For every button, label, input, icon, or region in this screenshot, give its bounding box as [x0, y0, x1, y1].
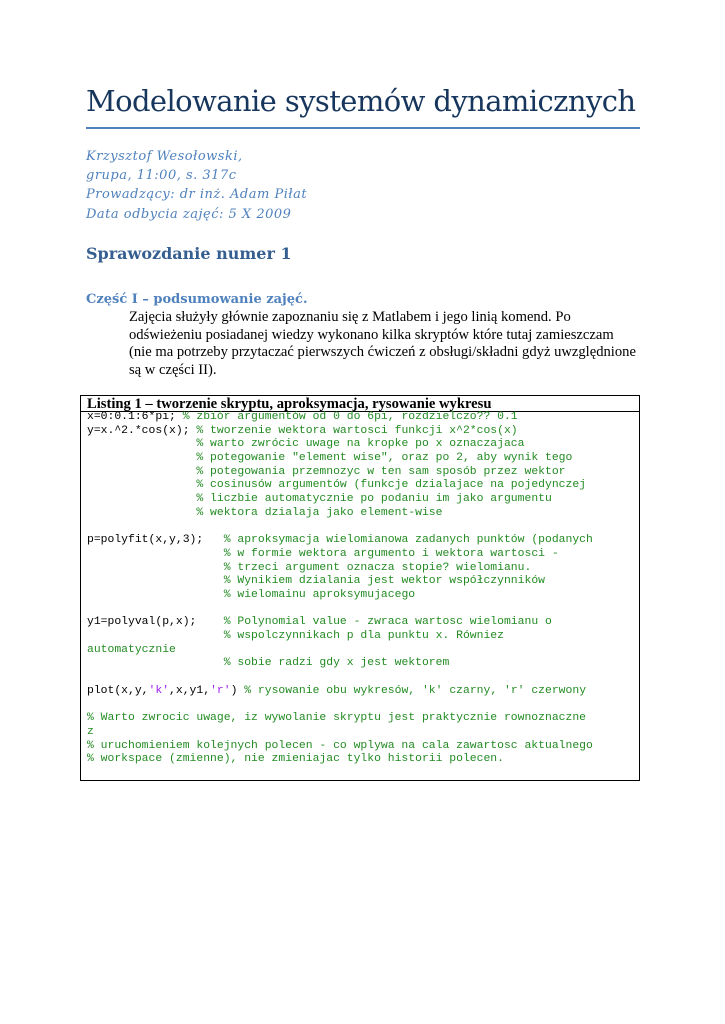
code-line	[87, 493, 639, 507]
code-line	[87, 575, 639, 589]
code-text	[87, 548, 224, 560]
code-line	[87, 630, 639, 644]
author-name: Krzysztof Wesołowski,	[86, 149, 243, 164]
listing-caption: Listing 1 – tworzenie skryptu, aproksymacja, rysowanie wykresu	[87, 396, 492, 412]
code-comment: % wielomainu aproksymujacego	[223, 588, 416, 601]
paragraph-line: odświeżeniu posiadanej wiedzy wykonano kilka skryptów które tutaj zamieszczam	[129, 326, 614, 343]
code-comment: automatycznie	[87, 643, 176, 656]
code-line	[87, 411, 639, 425]
code-comment: % rysowanie obu wykresów, 'k' czarny, 'r' czerwony	[244, 684, 587, 697]
code-line	[87, 562, 639, 576]
code-comment: % liczbie automatycznie po podaniu im jako argumentu	[196, 493, 552, 506]
code-comment: % wspolczynnikach p dla punktu x. Równiez	[223, 630, 504, 642]
code-line	[87, 534, 639, 548]
code-line	[87, 452, 639, 466]
code-string: 'r'	[210, 684, 231, 697]
code-line	[87, 712, 639, 726]
code-comment: % aproksymacja wielomianowa zadanych punktów (podanych	[223, 534, 593, 547]
paragraph-line: Zajęcia służyły głównie zapoznaniu się z Matlabem i jego linią komend. Po	[129, 309, 571, 325]
code-comment: % tworzenie wektora wartosci funkcji x^2*cos(x)	[196, 424, 518, 437]
code-comment: % cosinusów argumentów (funkcje dzialajace na pojedynczej	[196, 479, 586, 492]
group-info: grupa, 11:00, s. 317c	[86, 168, 237, 184]
code-line	[87, 507, 639, 521]
code-string: 'k'	[148, 684, 170, 697]
paragraph-line: (nie ma potrzeby przytaczać pierwszych ćwiczeń z obsługi/składni gdyż uwzględnione	[129, 344, 636, 361]
code-comment: % potegowanie "element wise", oraz po 2, aby wynik tego	[196, 452, 573, 465]
code-listing	[80, 395, 640, 781]
code-comment: % warto zwrócic uwage na kropke po x oznaczajaca	[196, 438, 525, 451]
code-text: plot(x,y,	[87, 684, 149, 697]
code-comment: % trzeci argument oznacza stopie? wielomianu.	[223, 561, 532, 574]
code-line	[87, 657, 639, 671]
paragraph-line: są w części II).	[129, 361, 217, 378]
code-line	[87, 589, 639, 603]
code-line	[87, 685, 639, 699]
document-title: Modelowanie systemów dynamicznych	[86, 84, 636, 118]
code-comment: % zbiór argumentów od 0 do 6pi, rozdzielczo?? 0.1	[182, 411, 518, 423]
class-date: Data odbycia zajęć: 5 X 2009	[86, 206, 292, 222]
code-comment: % Warto zwrocic uwage, iz wywolanie skryptu jest praktycznie rownoznaczne	[87, 712, 586, 725]
code-comment: % potegowania przemnozyc w ten sam sposób przez wektor	[196, 465, 566, 478]
code-line	[87, 644, 639, 658]
title-underline	[86, 127, 640, 129]
code-comment: % sobie radzi gdy x jest wektorem	[223, 657, 450, 670]
code-text	[87, 575, 224, 587]
code-comment: % wektora dzialaja jako element-wise	[196, 506, 443, 519]
code-text	[87, 438, 196, 450]
code-comment: % w formie wektora argumento i wektora wartosci -	[223, 547, 559, 560]
code-line	[87, 616, 639, 630]
code-line	[87, 603, 639, 617]
code-text	[87, 657, 224, 669]
code-text	[87, 630, 224, 642]
code-comment: % Wynikiem dzialania jest wektor współczynników	[223, 575, 545, 588]
code-text	[87, 562, 224, 574]
code-text	[87, 589, 224, 601]
code-comment: z	[87, 725, 94, 738]
code-text	[87, 493, 196, 505]
code-text: )	[230, 684, 245, 697]
code-text	[87, 452, 196, 464]
code-line	[87, 425, 639, 439]
section-heading: Część I – podsumowanie zajęć.	[86, 292, 308, 307]
code-line	[87, 548, 639, 562]
code-comment: % uruchomieniem kolejnych polecen - co wplywa na cala zawartosc aktualnego	[87, 739, 593, 752]
summary-paragraph	[129, 309, 649, 379]
code-comment: % workspace (zmienne), nie zmieniajac tylko historii polecen.	[87, 753, 504, 766]
code-line	[87, 521, 639, 535]
code-line	[87, 698, 639, 712]
code-text	[87, 507, 196, 519]
code-text: p=polyfit(x,y,3);	[87, 534, 224, 547]
code-line	[87, 740, 639, 754]
code-text: y=x.^2.*cos(x);	[87, 424, 197, 437]
code-line	[87, 753, 639, 767]
author-info	[86, 147, 307, 224]
code-comment: % Polynomial value - zwraca wartosc wielomianu o	[223, 616, 552, 629]
code-line	[87, 479, 639, 493]
code-text	[87, 479, 196, 491]
code-line	[87, 671, 639, 685]
code-line	[87, 438, 639, 452]
code-text: y1=polyval(p,x);	[87, 616, 224, 629]
code-line	[87, 466, 639, 480]
code-text	[87, 466, 196, 478]
code-text: ,x,y1,	[169, 684, 211, 697]
code-text: x=0:0.1:6*pi;	[87, 411, 183, 423]
code-block	[87, 411, 639, 767]
code-line	[87, 726, 639, 740]
instructor-info: Prowadzący: dr inż. Adam Piłat	[86, 187, 308, 203]
report-heading: Sprawozdanie numer 1	[86, 244, 292, 263]
